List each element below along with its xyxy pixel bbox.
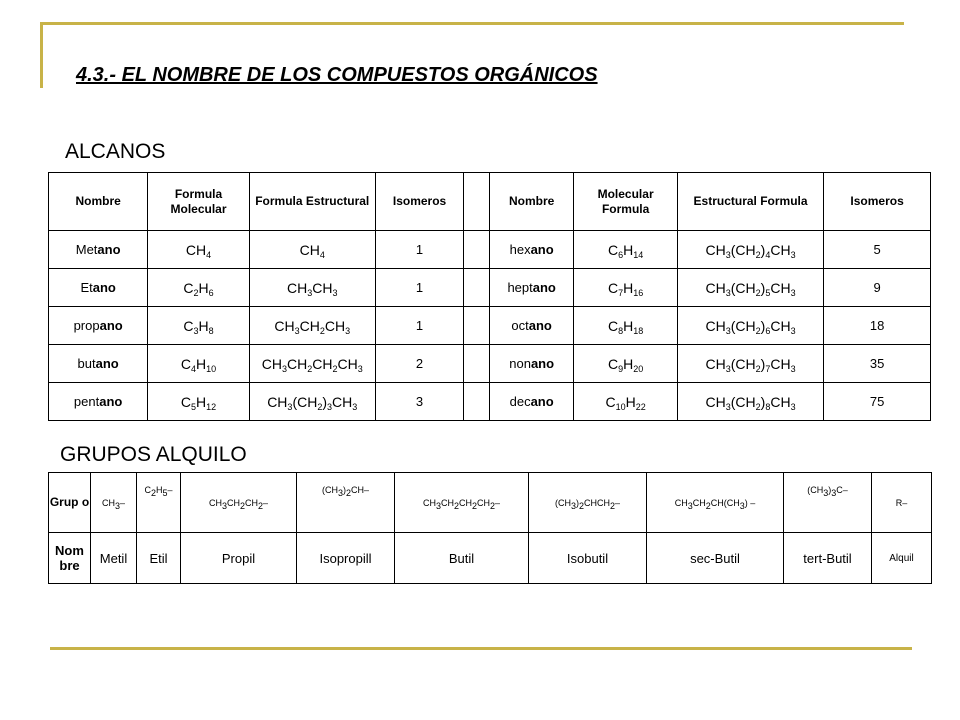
formula-part: H <box>196 393 207 410</box>
formula-subscript: 12 <box>206 401 217 412</box>
formula-part: CH <box>185 241 207 258</box>
alkyl-name: Butil <box>395 533 529 584</box>
formula-part: (CH <box>292 393 318 410</box>
formula-subscript: 2 <box>755 401 761 412</box>
spacer-cell <box>464 345 490 383</box>
alkyl-formula-row <box>49 473 932 533</box>
formula-part: CH <box>422 497 436 508</box>
formula-part: H <box>198 279 209 296</box>
formula-part: CH <box>705 317 726 334</box>
formula-subscript: 2 <box>332 363 338 374</box>
formula-subscript: 3 <box>790 325 796 336</box>
formula-subscript: 2 <box>258 500 264 511</box>
alkane-name-right <box>489 269 573 307</box>
formula-part: (CH <box>730 317 756 334</box>
bottom-rule <box>50 647 912 650</box>
formula-subscript: 18 <box>633 325 644 336</box>
structural-formula-right <box>677 345 823 383</box>
formula-subscript: 10 <box>615 401 626 412</box>
formula-part: CH <box>674 497 688 508</box>
structural-formula-left <box>249 345 375 383</box>
alkane-name-right <box>489 383 573 421</box>
formula-subscript: 3 <box>725 287 731 298</box>
name-prefix: non <box>509 356 531 371</box>
alkane-row <box>49 231 931 269</box>
alkanes-table <box>48 172 931 421</box>
name-suffix: ano <box>99 394 123 409</box>
formula-part: H <box>623 241 634 258</box>
molecular-formula-right <box>574 345 678 383</box>
formula-subscript: 3 <box>725 325 731 336</box>
header-isomeros-right: Isomeros <box>824 173 931 231</box>
molecular-formula-left <box>148 307 249 345</box>
formula-subscript: 3 <box>327 401 333 412</box>
formula-subscript: 2 <box>471 500 477 511</box>
formula-subscript: 3 <box>193 325 199 336</box>
formula-part: (CH <box>807 485 824 495</box>
alkane-row <box>49 345 931 383</box>
formula-part: C <box>180 393 191 410</box>
isomer-count-right: 18 <box>824 307 931 345</box>
formula-part: C <box>180 355 191 372</box>
isomer-count-left: 1 <box>375 307 464 345</box>
name-prefix: dec <box>509 394 531 409</box>
formula-part: ) <box>760 317 766 334</box>
alkyl-formula <box>181 473 297 533</box>
header-formula-estructural: Formula Estructural <box>249 173 375 231</box>
structural-formula-right <box>677 383 823 421</box>
structural-formula-right <box>677 269 823 307</box>
name-prefix: hept <box>507 280 533 295</box>
formula-subscript: 3 <box>687 500 693 511</box>
formula-subscript: 3 <box>725 401 731 412</box>
formula-subscript: 2 <box>490 500 496 511</box>
molecular-formula-right <box>574 383 678 421</box>
formula-subscript: 3 <box>790 249 796 260</box>
formula-part: – <box>263 497 269 508</box>
name-suffix: ano <box>530 394 554 409</box>
formula-subscript: 4 <box>206 249 212 260</box>
name-prefix: hex <box>509 242 531 257</box>
structural-formula-left <box>249 307 375 345</box>
alkyl-name: Isopropill <box>297 533 395 584</box>
formula-subscript: 3 <box>307 287 313 298</box>
alcanos-heading: ALCANOS <box>65 140 166 163</box>
formula-part: CH <box>332 393 353 410</box>
alkyl-formula <box>395 473 529 533</box>
alkane-name-left <box>49 383 148 421</box>
formula-subscript: 3 <box>352 401 358 412</box>
formula-part: CH <box>208 497 222 508</box>
molecular-formula-left <box>148 383 249 421</box>
formula-subscript: 8 <box>618 325 624 336</box>
alkyl-formula <box>137 473 181 533</box>
formula-subscript: 2 <box>317 401 323 412</box>
alkyl-name: Metil <box>91 533 137 584</box>
grupos-heading: GRUPOS ALQUILO <box>60 443 247 466</box>
formula-part: CH <box>337 355 358 372</box>
formula-part: CH <box>770 317 791 334</box>
name-suffix: ano <box>528 318 552 333</box>
formula-part: CH <box>770 393 791 410</box>
formula-part: ) <box>760 393 766 410</box>
name-suffix: ano <box>97 242 121 257</box>
alkanes-body <box>49 231 931 421</box>
formula-part: ) <box>760 279 766 296</box>
formula-part: CH <box>692 497 706 508</box>
formula-subscript: 3 <box>790 401 796 412</box>
isomer-count-left: 3 <box>375 383 464 421</box>
formula-part: ) <box>760 355 766 372</box>
formula-subscript: 2 <box>453 500 459 511</box>
formula-subscript: 2 <box>755 249 761 260</box>
alkane-name-right <box>489 231 573 269</box>
formula-part: H <box>623 355 634 372</box>
formula-subscript: 2 <box>345 488 351 498</box>
name-suffix: ano <box>530 356 555 371</box>
formula-part: C <box>607 241 619 258</box>
name-prefix: Et <box>80 280 93 295</box>
name-suffix: ano <box>95 356 119 371</box>
formula-part: H <box>623 317 634 334</box>
header-nombre: Nombre <box>49 173 148 231</box>
name-suffix: ano <box>530 242 554 257</box>
molecular-formula-right <box>574 231 678 269</box>
formula-part: CH <box>705 279 726 296</box>
header-estructural-formula: Estructural Formula <box>677 173 823 231</box>
alkyl-name: Alquil <box>872 533 932 584</box>
formula-part: CH <box>286 279 308 296</box>
formula-subscript: 9 <box>618 363 624 374</box>
name-suffix: ano <box>532 280 556 295</box>
molecular-formula-right <box>574 269 678 307</box>
alkyl-formula <box>529 473 647 533</box>
alkyl-name: Etil <box>137 533 181 584</box>
alkane-name-left <box>49 269 148 307</box>
formula-part: ) <box>760 241 766 258</box>
formula-subscript: 4 <box>319 249 325 260</box>
formula-part: CH <box>286 355 308 372</box>
isomer-count-right: 35 <box>824 345 931 383</box>
formula-part: CH <box>245 497 258 508</box>
formula-part: CH <box>477 497 490 508</box>
formula-subscript: 3 <box>831 488 837 498</box>
formula-part: (CH <box>321 485 338 495</box>
formula-subscript: 3 <box>570 500 576 511</box>
formula-subscript: 3 <box>357 363 363 374</box>
formula-part: CH <box>267 393 288 410</box>
alkane-row <box>49 269 931 307</box>
spacer-cell <box>464 269 490 307</box>
molecular-formula-left <box>148 231 249 269</box>
formula-part: C <box>607 355 619 372</box>
alkyl-formula <box>91 473 137 533</box>
formula-part: CH <box>770 279 791 296</box>
alkyl-groups-table <box>48 472 932 584</box>
structural-formula-left <box>249 231 375 269</box>
isomer-count-right: 5 <box>824 231 931 269</box>
formula-subscript: 3 <box>114 500 120 511</box>
alkyl-name: Propil <box>181 533 297 584</box>
formula-subscript: 3 <box>221 500 227 511</box>
isomer-count-left: 1 <box>375 231 464 269</box>
formula-part: – <box>167 485 173 495</box>
top-rule <box>40 22 904 25</box>
header-molecular-formula: Molecular Formula <box>574 173 678 231</box>
formula-part: (CH <box>730 241 756 258</box>
formula-part: ) <box>322 393 328 410</box>
formula-part: C <box>144 485 151 495</box>
alkyl-formula <box>297 473 395 533</box>
formula-part: C <box>607 279 619 296</box>
formula-part: H <box>198 317 209 334</box>
header-formula-molecular: Formula Molecular <box>148 173 249 231</box>
formula-subscript: 3 <box>287 401 293 412</box>
molecular-formula-right <box>574 307 678 345</box>
formula-subscript: 4 <box>191 363 197 374</box>
formula-subscript: 3 <box>725 249 731 260</box>
alkane-name-right <box>489 345 573 383</box>
formula-part: C <box>183 279 194 296</box>
formula-part: H <box>625 393 636 410</box>
formula-part: CHCH <box>584 497 610 508</box>
name-prefix: prop <box>73 318 100 333</box>
spacer-cell <box>464 307 490 345</box>
formula-subscript: 2 <box>705 500 711 511</box>
formula-subscript: 2 <box>150 488 156 498</box>
alkyl-formula <box>872 473 932 533</box>
formula-subscript: 2 <box>755 325 761 336</box>
alkane-row <box>49 307 931 345</box>
formula-part: ) – <box>744 497 756 508</box>
isomer-count-left: 1 <box>375 269 464 307</box>
name-suffix: ano <box>92 280 116 295</box>
alkyl-name-row <box>49 533 932 584</box>
formula-part: (CH <box>554 497 571 508</box>
spacer-cell <box>464 173 490 231</box>
formula-subscript: 6 <box>618 249 624 260</box>
formula-part: H <box>196 355 207 372</box>
formula-part: C <box>607 317 619 334</box>
formula-part: CH <box>312 279 333 296</box>
formula-part: CH <box>226 497 240 508</box>
formula-subscript: 16 <box>633 287 644 298</box>
formula-part: CH <box>261 355 282 372</box>
formula-subscript: 7 <box>618 287 624 298</box>
formula-part: R– <box>895 497 908 508</box>
formula-subscript: 5 <box>191 401 197 412</box>
formula-subscript: 8 <box>208 325 214 336</box>
formula-subscript: 3 <box>739 500 745 511</box>
formula-subscript: 3 <box>725 363 731 374</box>
alkyl-name: tert-Butil <box>784 533 872 584</box>
formula-subscript: 3 <box>294 325 300 336</box>
formula-part: CH <box>458 497 472 508</box>
formula-part: CH <box>770 241 791 258</box>
formula-part: CH <box>324 317 346 334</box>
formula-subscript: 22 <box>635 401 646 412</box>
formula-subscript: 10 <box>206 363 217 374</box>
formula-part: CH <box>299 317 320 334</box>
formula-subscript: 14 <box>633 249 644 260</box>
formula-part: H <box>623 279 634 296</box>
formula-subscript: 2 <box>610 500 616 511</box>
formula-subscript: 5 <box>162 488 168 498</box>
formula-subscript: 3 <box>332 287 338 298</box>
isomer-count-right: 9 <box>824 269 931 307</box>
formula-part: CH <box>274 317 295 334</box>
header-isomeros: Isomeros <box>375 173 464 231</box>
alkane-name-right <box>489 307 573 345</box>
molecular-formula-left <box>148 345 249 383</box>
formula-part: CH <box>705 393 726 410</box>
formula-part: (CH <box>730 355 756 372</box>
molecular-formula-left <box>148 269 249 307</box>
formula-subscript: 2 <box>578 500 584 511</box>
formula-subscript: 2 <box>307 363 313 374</box>
alkyl-name: sec-Butil <box>647 533 784 584</box>
alkyl-formula <box>784 473 872 533</box>
formula-part: CH <box>440 497 454 508</box>
alkane-name-left <box>49 345 148 383</box>
formula-subscript: 2 <box>755 287 761 298</box>
formula-part: – <box>615 497 621 508</box>
formula-part: (CH <box>730 393 756 410</box>
formula-subscript: 3 <box>337 488 343 498</box>
formula-part: CH <box>705 241 726 258</box>
formula-subscript: 2 <box>239 500 245 511</box>
formula-subscript: 3 <box>345 325 351 336</box>
formula-subscript: 2 <box>319 325 325 336</box>
formula-subscript: 3 <box>823 488 829 498</box>
formula-subscript: 5 <box>765 287 771 298</box>
name-prefix: Met <box>75 242 98 257</box>
formula-part: CH– <box>351 485 370 495</box>
name-prefix: oct <box>511 318 529 333</box>
structural-formula-right <box>677 307 823 345</box>
formula-part: ) <box>575 497 579 508</box>
formula-subscript: 4 <box>765 249 771 260</box>
formula-part: ) <box>828 485 832 495</box>
name-prefix: pent <box>73 394 100 409</box>
row-label-nombre: Nom bre <box>49 533 91 584</box>
structural-formula-left <box>249 383 375 421</box>
alkyl-name: Isobutil <box>529 533 647 584</box>
alkane-row <box>49 383 931 421</box>
formula-part: H <box>155 485 163 495</box>
alkane-name-left <box>49 231 148 269</box>
left-rule <box>40 22 43 88</box>
alkane-name-left <box>49 307 148 345</box>
formula-part: C <box>183 317 194 334</box>
formula-subscript: 7 <box>765 363 771 374</box>
row-label-grupo: Grup o <box>49 473 91 533</box>
alkanes-header-row <box>49 173 931 231</box>
formula-subscript: 6 <box>208 287 214 298</box>
formula-subscript: 3 <box>790 363 796 374</box>
formula-subscript: 6 <box>765 325 771 336</box>
spacer-cell <box>464 231 490 269</box>
formula-subscript: 20 <box>633 363 644 374</box>
formula-subscript: 3 <box>281 363 287 374</box>
formula-part: CH <box>312 355 333 372</box>
formula-part: CH <box>299 241 320 258</box>
formula-subscript: 2 <box>193 287 199 298</box>
spacer-cell <box>464 383 490 421</box>
formula-subscript: 3 <box>790 287 796 298</box>
formula-subscript: 8 <box>765 401 771 412</box>
formula-part: – <box>120 497 126 508</box>
name-prefix: but <box>77 356 96 371</box>
isomer-count-left: 2 <box>375 345 464 383</box>
formula-part: C– <box>836 485 848 495</box>
formula-part: CH(CH <box>710 497 740 508</box>
header-nombre-right: Nombre <box>489 173 573 231</box>
formula-part: C <box>605 393 616 410</box>
name-suffix: ano <box>99 318 123 333</box>
formula-part: CH <box>101 497 115 508</box>
formula-part: CH <box>705 355 726 372</box>
formula-part: (CH <box>730 279 756 296</box>
formula-part: CH <box>770 355 791 372</box>
formula-part: – <box>495 497 501 508</box>
structural-formula-left <box>249 269 375 307</box>
formula-subscript: 2 <box>755 363 761 374</box>
formula-part: ) <box>342 485 346 495</box>
formula-subscript: 3 <box>435 500 441 511</box>
isomer-count-right: 75 <box>824 383 931 421</box>
alkyl-formula <box>647 473 784 533</box>
slide-title: 4.3.- EL NOMBRE DE LOS COMPUESTOS ORGÁNICOS <box>76 64 598 86</box>
structural-formula-right <box>677 231 823 269</box>
